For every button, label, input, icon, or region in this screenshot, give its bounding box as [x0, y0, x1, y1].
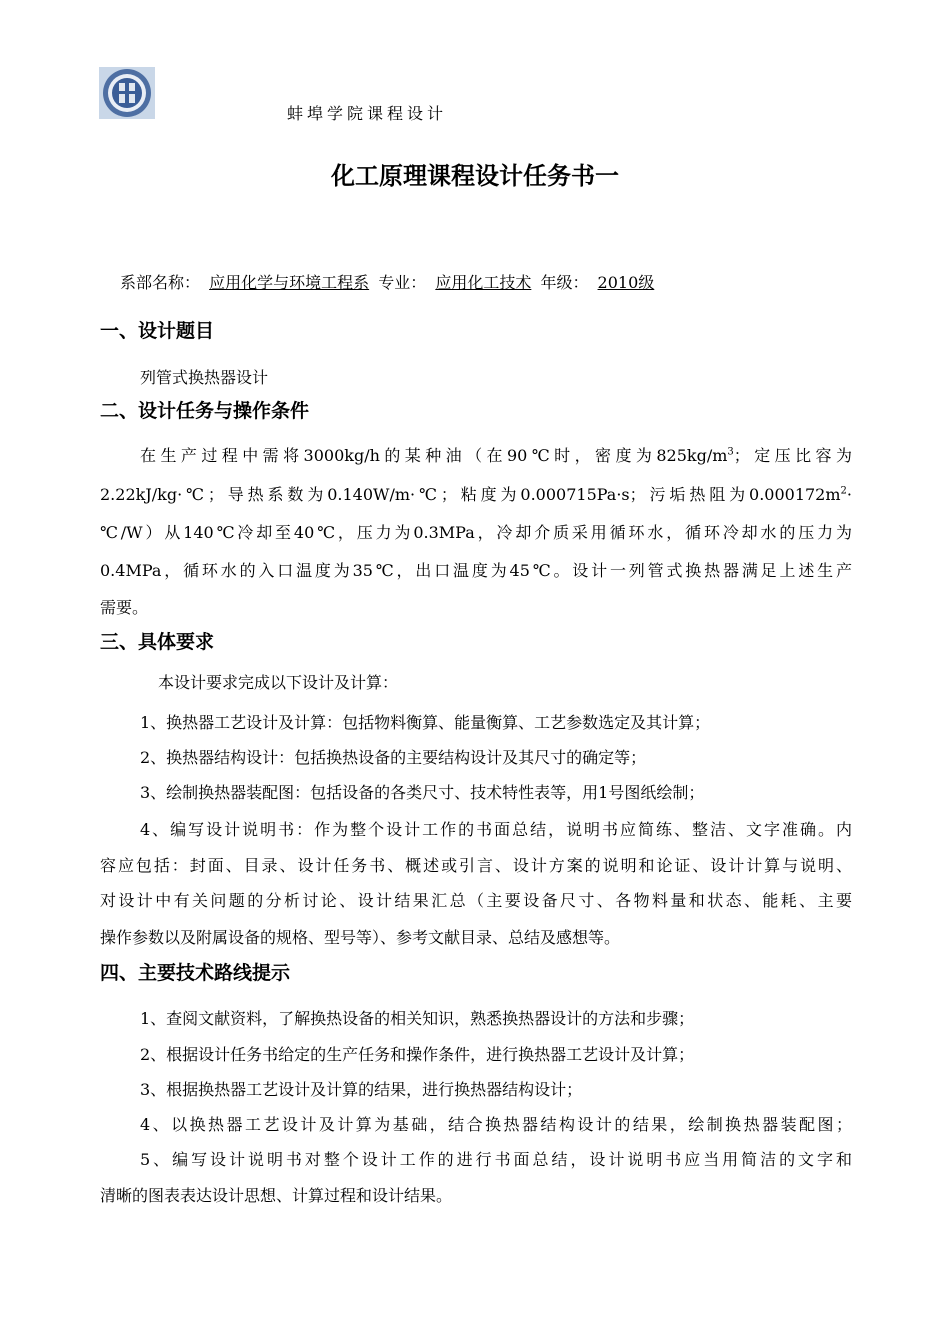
list-item: 对设计中有关问题的分析讨论、设计结果汇总（主要设备尺寸、各物料量和状态、能耗、主要 — [100, 891, 852, 910]
course-meta — [120, 270, 658, 293]
section-2-line: 0.4MPa，循环水的入口温度为35℃，出口温度为45℃。设计一列管式换热器满足上述生产 — [100, 561, 852, 580]
section-2-line — [100, 482, 852, 505]
list-item: 操作参数以及附属设备的规格、型号等）、参考文献目录、总结及感想等。 — [100, 928, 621, 947]
superscript: 3 — [727, 446, 734, 458]
list-item: 3、绘制换热器装配图：包括设备的各类尺寸、技术特性表等，用1号图纸绘制； — [140, 783, 705, 802]
section-2-line-tail: · — [846, 485, 852, 504]
list-item: 1、换热器工艺设计及计算：包括物料衡算、能量衡算、工艺参数选定及其计算； — [140, 713, 711, 732]
list-item: 2、根据设计任务书给定的生产任务和操作条件，进行换热器工艺设计及计算； — [140, 1045, 695, 1064]
list-item: 5、编写设计说明书对整个设计工作的进行书面总结，设计说明书应当用简洁的文字和 — [140, 1150, 852, 1169]
section-2-line — [140, 443, 852, 466]
section-heading-2: 二、设计任务与操作条件 — [100, 400, 310, 422]
school-header: 蚌埠学院课程设计 — [287, 104, 448, 123]
dept-value: 应用化学与环境工程系 — [209, 273, 370, 292]
section-2-line: 需要。 — [100, 598, 149, 617]
list-item: 1、查阅文献资料，了解换热设备的相关知识，熟悉换热器设计的方法和步骤； — [140, 1009, 695, 1028]
list-item: 容应包括：封面、目录、设计任务书、概述或引言、设计方案的说明和论证、设计计算与说明、 — [100, 856, 852, 875]
grade-value: 2010级 — [597, 273, 655, 292]
section-2-line-tail: ；定压比容为 — [733, 446, 852, 465]
section-2-line: ℃/W）从140℃冷却至40℃，压力为0.3MPa，冷却介质采用循环水，循环冷却水的压力为 — [100, 523, 852, 542]
grade-label: 年级： — [540, 273, 589, 292]
superscript: 2 — [840, 485, 847, 497]
section-heading-4: 四、主要技术路线提示 — [100, 962, 291, 984]
dept-label: 系部名称： — [120, 273, 201, 292]
section-2-line-text: 在生产过程中需将3000kg/h的某种油（在90℃时，密度为825kg/m — [140, 446, 728, 465]
list-item: 清晰的图表表达设计思想、计算过程和设计结果。 — [100, 1186, 453, 1205]
section-heading-3: 三、具体要求 — [100, 631, 215, 653]
section-heading-1: 一、设计题目 — [100, 320, 215, 342]
section-2-line-text: 2.22kJ/kg·℃；导热系数为0.140W/m·℃；粘度为0.000715Pa·s；污垢热阻为0.000172m — [100, 485, 841, 504]
list-item: 2、换热器结构设计：包括换热设备的主要结构设计及其尺寸的确定等； — [140, 748, 647, 767]
major-value: 应用化工技术 — [435, 273, 532, 292]
list-item: 3、根据换热器工艺设计及计算的结果，进行换热器结构设计； — [140, 1080, 583, 1099]
section-1-body: 列管式换热器设计 — [140, 368, 269, 387]
section-3-intro: 本设计要求完成以下设计及计算： — [158, 673, 399, 692]
list-item: 4、以换热器工艺设计及计算为基础，结合换热器结构设计的结果，绘制换热器装配图； — [140, 1115, 852, 1134]
page-title: 化工原理课程设计任务书一 — [331, 162, 619, 190]
list-item: 4、编写设计说明书：作为整个设计工作的书面总结，说明书应简练、整洁、文字准确。内 — [140, 820, 852, 839]
major-label: 专业： — [378, 273, 427, 292]
school-logo — [99, 67, 155, 119]
